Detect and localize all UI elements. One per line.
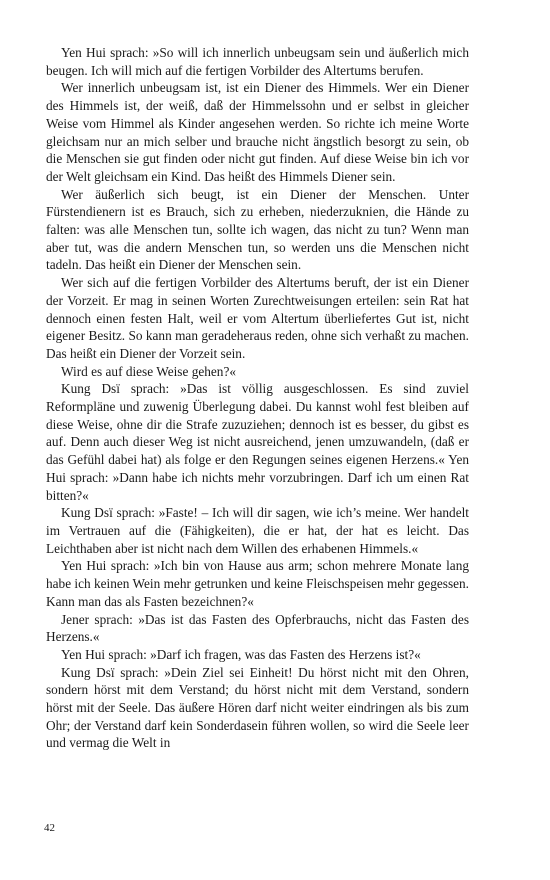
paragraph: Wer sich auf die fertigen Vorbilder des Altertums beruft, der ist ein Diener der Vorzeit. Er mag in seinen Worten Zurechtweisungen erteilen: sein Rat hat dennoch einen festen Halt, weil er vom Altertum überliefertes Gut ist, nicht eigener Besitz. So kann man geradeheraus reden, ohne sich verhaßt zu machen. Das heißt ein Diener der Vorzeit sein. (46, 275, 469, 361)
paragraph: Kung Dsï sprach: »Faste! – Ich will dir sagen, wie ich’s meine. Wer handelt im Vertrauen auf die (Fähigkeiten), die er hat, der hat es leicht. Das Leichthaben aber ist nicht nach dem Willen des erhabenen Himmels.« (46, 505, 469, 556)
paragraph: Kung Dsï sprach: »Das ist völlig ausgeschlossen. Es sind zuviel Reformpläne und zuwenig Überlegung dabei. Du kannst wohl fest bleiben auf diese Weise, ohne dir die Strafe zuzuziehen; dennoch ist es besser, du gibst es auf. Denn auch dieser Weg ist nicht ausreichend, jenen umzuwandeln, (daß er das Gefühl dabei hat) als folge er den Regungen seines eigenen Herzens.« Yen Hui sprach: »Dann habe ich nichts mehr vorzubringen. Darf ich um einen Rat bitten?« (46, 381, 469, 503)
paragraph: Jener sprach: »Das ist das Fasten des Opferbrauchs, nicht das Fasten des Herzens.« (46, 611, 469, 645)
paragraph: Wer äußerlich sich beugt, ist ein Diener der Menschen. Unter Fürstendienern ist es Brauch, sich zu erheben, niederzuknien, die Hände zu falten: was alle Menschen tun, sollte ich wagen, das nicht zu tun? Wenn man aber tut, was die andern Menschen tun, so werden uns die Menschen nicht tadeln. Das heißt ein Diener der Menschen sein. (46, 186, 469, 273)
paragraph: Wird es auf diese Weise gehen?« (61, 363, 237, 379)
paragraph: Yen Hui sprach: »Ich bin von Hause aus arm; schon mehrere Monate lang habe ich keinen Wein mehr getrunken und keine Fleischspeisen mehr gegessen. Kann man das als Fasten bezeichnen?« (46, 558, 469, 609)
page-number: 42 (44, 822, 55, 834)
paragraph: Kung Dsï sprach: »Dein Ziel sei Einheit! Du hörst nicht mit den Ohren, sondern hörst mit dem Verstand; du hörst nicht mit dem Verstand, sondern hörst mit der Seele. Das äußere Hören darf nicht weiter eindringen als bis zum Ohr; der Verstand darf kein Sonderdasein führen wollen, so wird die Seele leer und vermag die Welt in (46, 664, 469, 751)
paragraph: Yen Hui sprach: »So will ich innerlich unbeugsam sein und äußerlich mich beugen. Ich will mich auf die fertigen Vorbilder des Altertums berufen. (46, 45, 469, 78)
paragraph: Yen Hui sprach: »Darf ich fragen, was das Fasten des Herzens ist?« (61, 646, 421, 662)
body-text (46, 44, 469, 752)
paragraph: Wer innerlich unbeugsam ist, ist ein Diener des Himmels. Wer ein Diener des Himmels ist, der weiß, daß der Himmelssohn und er selbst in gleicher Weise vom Himmel als Kinder angesehen werden. So richte ich meine Worte gleichsam nur an mich selber und brauche nicht ängstlich besorgt zu sein, ob die Menschen sie gut finden oder nicht gut finden. Auf diese Weise bin ich vor der Welt gleichsam ein Kind. Das heißt des Himmels Diener sein. (46, 80, 469, 184)
